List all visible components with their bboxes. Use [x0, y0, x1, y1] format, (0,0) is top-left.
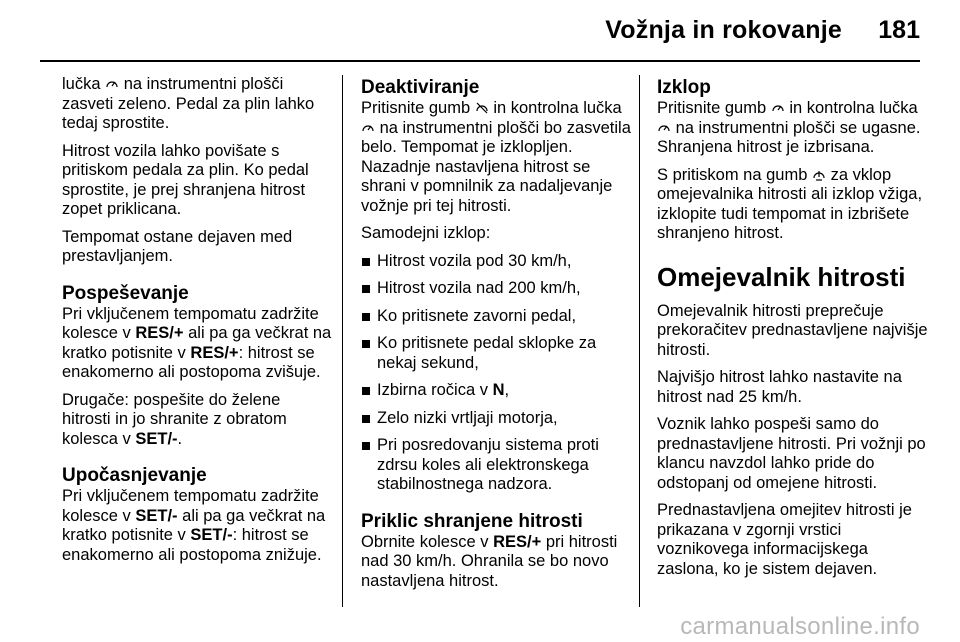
cruise-control-off-icon: [475, 101, 489, 115]
paragraph: Voznik lahko pospeši samo do prednastavljene hitrosti. Pri vožnji po klancu navzdol lahko pride do odstopanj od omejene hitrosti.: [657, 415, 926, 492]
page-number: 181: [878, 16, 920, 44]
paragraph: Najvišjo hitrost lahko nastavite na hitrost nad 25 km/h.: [657, 368, 902, 406]
paragraph: S pritiskom na gumb za vklop omejevalnika hitrosti ali izklop vžiga, izklopite tudi tempomat in izbrišete shranjeno hitrost.: [657, 165, 923, 242]
paragraph: Pritisnite gumb in kontrolna lučka na instrumentni plošči bo zasvetila belo. Tempomat je izklopljen. Nazadnje nastavljena hitrost se shrani v pomnilnik za nadaljevanje vožnje pri tej hitrosti.: [361, 99, 631, 215]
list-item: Hitrost vozila pod 30 km/h,: [361, 252, 631, 272]
column-divider: [639, 75, 640, 607]
speedometer-icon: [657, 121, 671, 135]
list-item: Ko pritisnete zavorni pedal,: [361, 307, 631, 327]
speed-limiter-icon: [812, 168, 826, 182]
heading-deceleration: Upočasnjevanje: [62, 465, 207, 486]
section-title: Vožnja in rokovanje: [605, 16, 842, 44]
page-footer: [0, 613, 960, 642]
list-item: Ko pritisnete pedal sklopke za nekaj sekund,: [361, 334, 631, 373]
list-item: Zelo nizki vrtljaji motorja,: [361, 409, 631, 429]
speedometer-icon: [105, 77, 119, 91]
heading-acceleration: Pospeševanje: [62, 282, 189, 304]
paragraph: Omejevalnik hitrosti preprečuje prekoračitev prednastavljene najvišje hitrosti.: [657, 301, 928, 359]
paragraph: lučka na instrumentni plošči zasveti zeleno. Pedal za plin lahko tedaj sprostite.: [62, 75, 315, 132]
paragraph: Tempomat ostane dejaven med prestavljanjem.: [62, 227, 293, 265]
header-rule: [40, 60, 920, 62]
paragraph: Drugače: pospešite do želene hitrosti in jo shranite z obratom kolesca v SET/-.: [62, 390, 287, 448]
paragraph: Pritisnite gumb in kontrolna lučka na instrumentni plošči se ugasne. Shranjena hitrost je izbrisana.: [657, 99, 921, 156]
paragraph: Samodejni izklop:: [361, 224, 491, 242]
paragraph: Prednastavljena omejitev hitrosti je prikazana v zgornji vrstici voznikovega informacijskega zaslona, ko je sistem dejaven.: [657, 501, 912, 578]
heading-off: Izklop: [657, 77, 711, 98]
column-divider: [342, 75, 343, 607]
watermark: carmanualsonline.info: [680, 613, 920, 640]
heading-speed-limiter: Omejevalnik hitrosti: [657, 261, 906, 292]
heading-recall: Priklic shranjene hitrosti: [361, 510, 583, 532]
heading-deactivation: Deaktiviranje: [361, 77, 480, 98]
list-item: Hitrost vozila nad 200 km/h,: [361, 279, 631, 299]
list-item: Pri posredovanju sistema proti zdrsu koles ali elektronskega stabilnostnega nadzora.: [361, 436, 631, 495]
list-item: Izbirna ročica v N,: [361, 381, 631, 401]
speedometer-icon: [361, 121, 375, 135]
speedometer-icon: [771, 101, 785, 115]
paragraph: Hitrost vozila lahko povišate s pritiskom pedala za plin. Ko pedal sprostite, je prej shranjena hitrost zopet priklicana.: [62, 141, 309, 218]
auto-off-list: [361, 252, 631, 495]
paragraph: Pri vključenem tempomatu zadržite kolesce v SET/- ali pa ga večkrat na kratko potisnite v SET/-: hitrost se enakomerno ali postopoma znižuje.: [62, 487, 326, 564]
column-2: [361, 75, 631, 599]
column-1: [62, 75, 332, 573]
paragraph: Obrnite kolesce v RES/+ pri hitrosti nad 30 km/h. Ohranila se bo novo nastavljena hitrost.: [361, 532, 618, 590]
page-header: [0, 0, 960, 60]
column-3: [657, 75, 932, 587]
paragraph: Pri vključenem tempomatu zadržite kolesce v RES/+ ali pa ga večkrat na kratko potisnite v RES/+: hitrost se enakomerno ali postopoma zvišuje.: [62, 304, 332, 381]
